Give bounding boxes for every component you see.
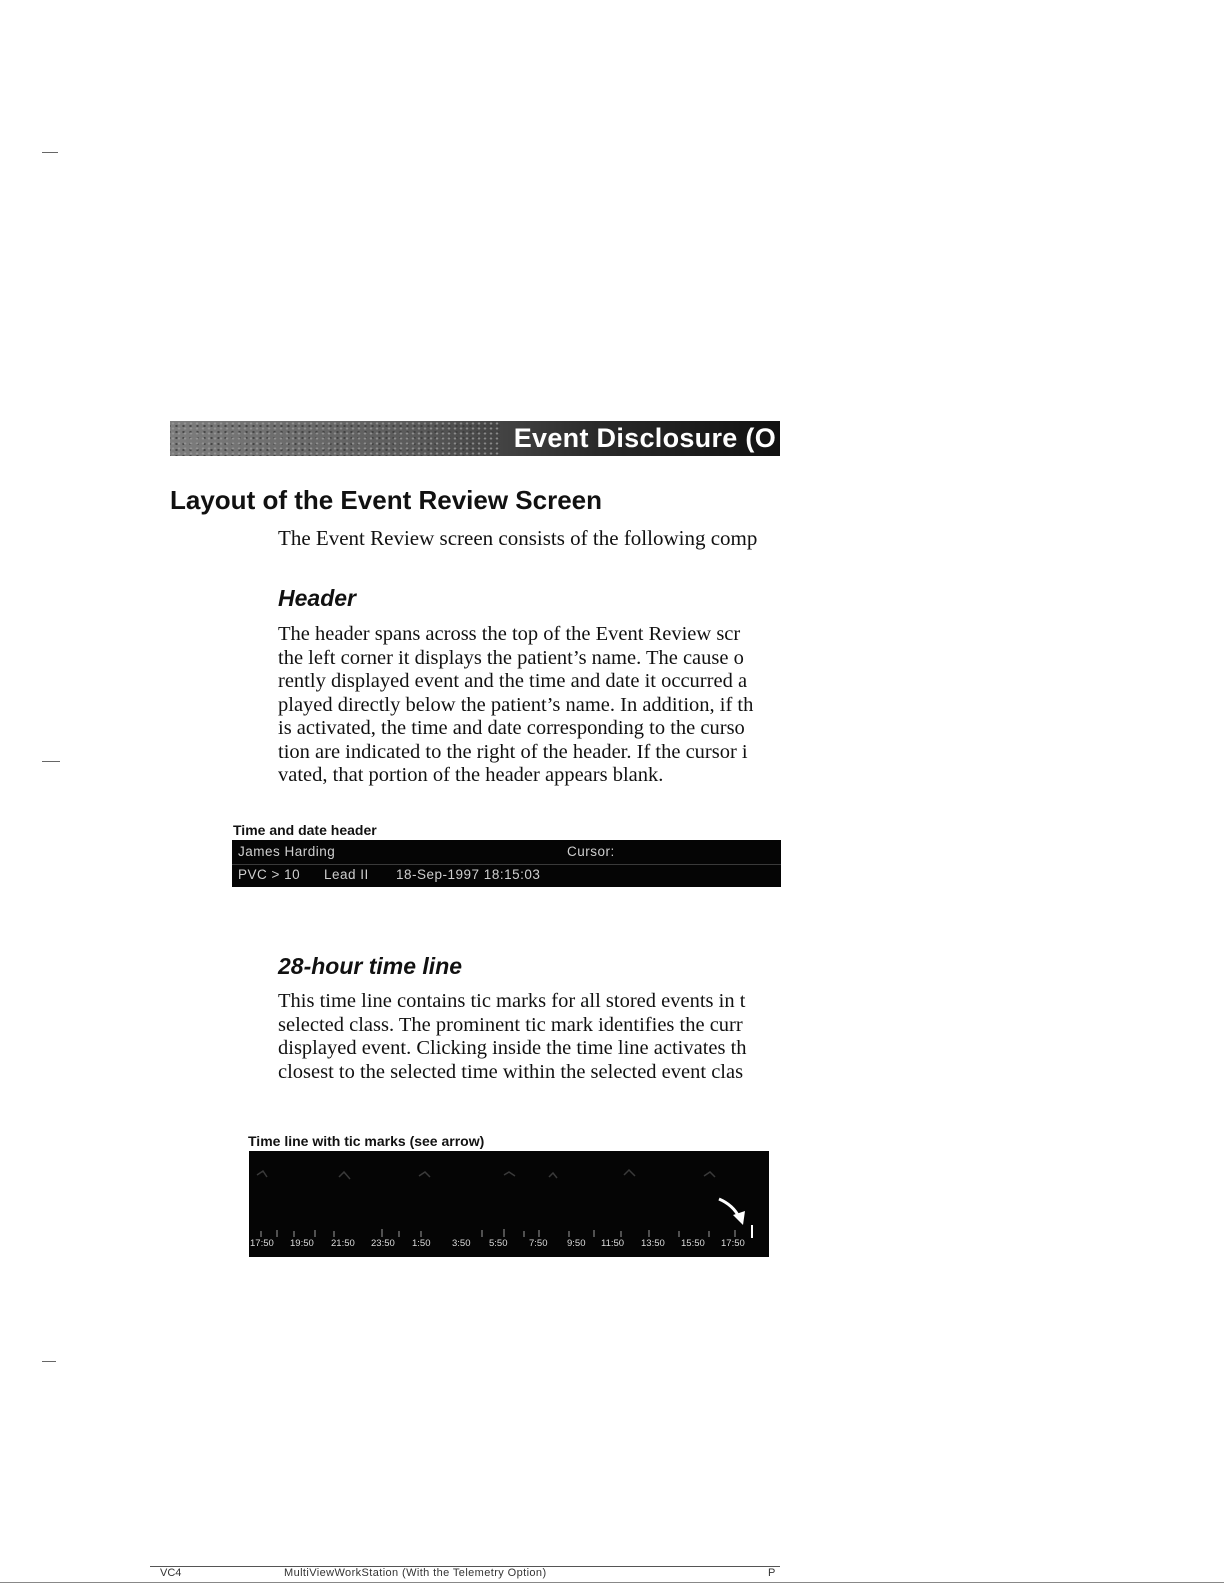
header-heading: Header xyxy=(278,585,356,611)
paragraph-line: The header spans across the top of the Event Review scr xyxy=(278,623,741,645)
paragraph-line: rently displayed event and the time and date it occurred a xyxy=(278,670,748,692)
timeline-label: 3:50 xyxy=(452,1238,471,1249)
event-cause: PVC > 10 xyxy=(238,867,301,882)
section-intro: The Event Review screen consists of the following comp xyxy=(278,526,758,550)
paragraph-line: selected class. The prominent tic mark identifies the curr xyxy=(278,1013,743,1036)
timeline-label: 23:50 xyxy=(371,1238,395,1249)
patient-name: James Harding xyxy=(238,844,336,859)
margin-mark xyxy=(42,152,58,153)
timeline-label: 7:50 xyxy=(529,1238,548,1249)
paragraph-line: tion are indicated to the right of the header. If the cursor i xyxy=(278,740,748,763)
cursor-label-text: Cursor: xyxy=(567,844,615,859)
timeline-heading: 28-hour time line xyxy=(278,953,463,979)
header-divider xyxy=(232,864,781,865)
timeline-label: 11:50 xyxy=(601,1238,625,1249)
chapter-title: Event Disclosure (O xyxy=(513,423,776,453)
tic-marks xyxy=(261,1229,735,1237)
paragraph-line: closest to the selected time within the selected event clas xyxy=(278,1060,744,1083)
timeline-label: 15:50 xyxy=(681,1238,705,1249)
margin-mark xyxy=(42,1361,56,1362)
paragraph-line: is activated, the time and date corresponding to the curso xyxy=(278,717,745,739)
paragraph-line: the left corner it displays the patient’s name. The cause o xyxy=(278,646,744,669)
footer-title: MultiViewWorkStation (With the Telemetry Option) xyxy=(284,1567,547,1579)
timeline-label: 13:50 xyxy=(641,1238,665,1249)
timeline-label: 1:50 xyxy=(412,1238,431,1249)
event-lead: Lead II xyxy=(324,867,369,882)
timeline-label: 17:50 xyxy=(721,1238,745,1249)
event-datetime: 18-Sep-1997 18:15:03 xyxy=(396,867,541,882)
timeline-labels xyxy=(249,1238,769,1254)
timeline-label: 9:50 xyxy=(567,1238,586,1249)
paragraph-line: This time line contains tic marks for all stored events in t xyxy=(278,990,746,1012)
section-title: Layout of the Event Review Screen xyxy=(170,485,603,515)
footer-page: P xyxy=(768,1567,776,1579)
timeline-label: 17:50 xyxy=(250,1238,274,1249)
paragraph-line: displayed event. Clicking inside the time line activates th xyxy=(278,1037,747,1059)
header-figure-caption: Time and date header xyxy=(233,822,377,838)
header-paragraph xyxy=(278,623,783,788)
timeline-label: 21:50 xyxy=(331,1238,355,1249)
margin-mark xyxy=(42,761,60,762)
chapter-banner xyxy=(170,421,780,456)
timeline-screenshot[interactable] xyxy=(249,1151,769,1257)
arrow-icon xyxy=(719,1199,745,1225)
banner-texture xyxy=(170,421,500,456)
page-edge-rule xyxy=(0,1582,1224,1583)
header-screenshot xyxy=(232,840,781,887)
paragraph-line: vated, that portion of the header appears blank. xyxy=(278,764,664,786)
timeline-label: 5:50 xyxy=(489,1238,508,1249)
timeline-label: 19:50 xyxy=(290,1238,314,1249)
timeline-paragraph xyxy=(278,990,783,1084)
timeline-figure-caption: Time line with tic marks (see arrow) xyxy=(248,1133,485,1149)
footer-left: VC4 xyxy=(160,1567,182,1579)
paragraph-line: played directly below the patient’s name. In addition, if th xyxy=(278,693,754,716)
waveform-fragment xyxy=(257,1170,715,1179)
